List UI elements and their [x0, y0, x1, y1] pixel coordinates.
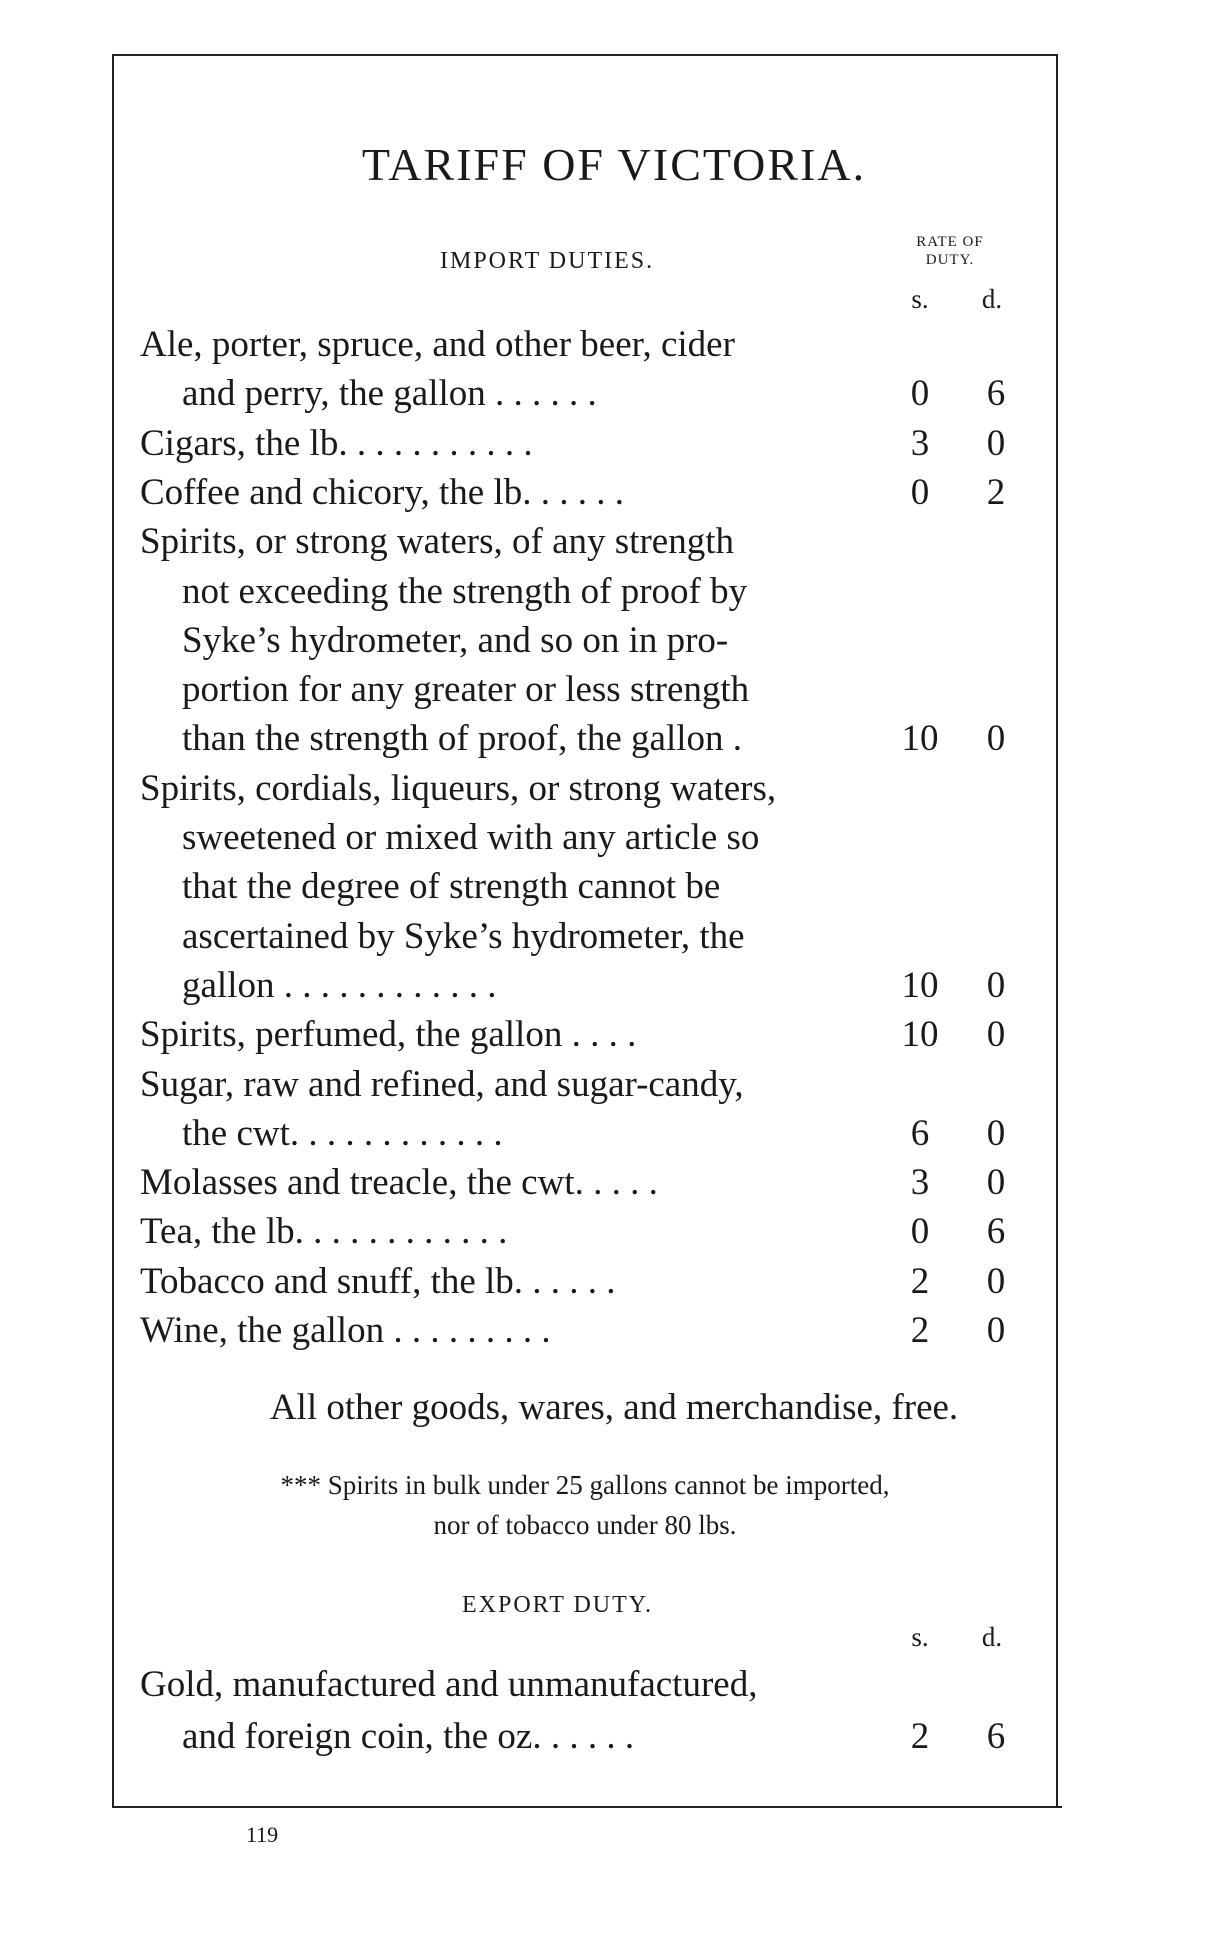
import-rate-pence: 0 — [986, 1260, 1006, 1302]
import-rate-pence: 0 — [986, 718, 1006, 760]
import-rate-shillings: 10 — [901, 718, 939, 760]
import-rate-shillings: 0 — [910, 1211, 930, 1253]
unit-shillings: s. — [911, 284, 929, 314]
import-rate-pence: 0 — [986, 964, 1006, 1006]
export-duty-heading: EXPORT DUTY. — [462, 1592, 654, 1618]
import-line-text: Spirits, or strong waters, of any strength — [140, 521, 734, 563]
bulk-note-line1: *** Spirits in bulk under 25 gallons cannot be imported, — [280, 1470, 890, 1500]
import-rate-shillings: 3 — [910, 422, 930, 464]
import-line-text: and perry, the gallon . . . . . . — [182, 373, 597, 415]
import-line-text: not exceeding the strength of proof by — [182, 570, 748, 612]
import-duties-heading: IMPORT DUTIES. — [440, 248, 655, 274]
export-unit-pence: d. — [981, 1622, 1003, 1652]
import-line-text: Spirits, cordials, liqueurs, or strong waters, — [140, 767, 777, 809]
import-line-text: Molasses and treacle, the cwt. . . . . — [140, 1162, 658, 1204]
import-rate-shillings: 3 — [910, 1162, 930, 1204]
import-line-text: Ale, porter, spruce, and other beer, cider — [140, 324, 735, 365]
import-rate-pence: 6 — [986, 1211, 1006, 1253]
import-rate-pence: 6 — [986, 373, 1006, 415]
import-line-text: the cwt. . . . . . . . . . . . — [182, 1112, 503, 1154]
import-line-text: Coffee and chicory, the lb. . . . . . — [140, 471, 624, 513]
import-rate-pence: 2 — [986, 471, 1006, 513]
export-line-text: and foreign coin, the oz. . . . . . — [182, 1716, 635, 1757]
import-rate-pence: 0 — [986, 1310, 1006, 1351]
export-unit-shillings: s. — [911, 1622, 929, 1652]
import-line-text: Wine, the gallon . . . . . . . . . — [140, 1310, 551, 1351]
import-line-text: Syke’s hydrometer, and so on in pro- — [182, 619, 729, 661]
import-line-text: Tea, the lb. . . . . . . . . . . . — [140, 1211, 508, 1253]
page-number: 119 — [246, 1822, 279, 1847]
import-line-text: sweetened or mixed with any article so — [182, 817, 760, 858]
import-line-text: Tobacco and snuff, the lb. . . . . . — [140, 1260, 616, 1302]
unit-pence: d. — [981, 284, 1003, 314]
import-rate-pence: 0 — [986, 1014, 1006, 1056]
import-rate-shillings: 10 — [901, 1014, 939, 1056]
rate-heading-line2: DUTY. — [925, 252, 975, 268]
import-line-text: Cigars, the lb. . . . . . . . . . . — [140, 422, 533, 464]
import-line-text: than the strength of proof, the gallon . — [182, 718, 743, 760]
import-line-text: gallon . . . . . . . . . . . . — [182, 964, 497, 1006]
import-rate-pence: 0 — [986, 1162, 1006, 1204]
import-rate-shillings: 6 — [910, 1112, 930, 1154]
bulk-note-line2: nor of tobacco under 80 lbs. — [433, 1510, 737, 1540]
import-line-text: ascertained by Syke’s hydrometer, the — [182, 915, 745, 957]
rate-heading-line1: RATE OF — [916, 234, 984, 250]
import-rate-shillings: 10 — [901, 964, 939, 1006]
import-line-text: Spirits, perfumed, the gallon . . . . — [140, 1014, 637, 1056]
import-rate-pence: 0 — [986, 1112, 1006, 1154]
import-rate-shillings: 0 — [910, 471, 930, 513]
import-line-text: that the degree of strength cannot be — [182, 866, 721, 908]
import-rate-shillings: 2 — [910, 1260, 930, 1302]
import-rate-shillings: 0 — [910, 373, 930, 415]
import-line-text: Sugar, raw and refined, and sugar-candy, — [140, 1063, 744, 1105]
import-rate-pence: 0 — [986, 422, 1006, 464]
export-rate-pence: 6 — [986, 1716, 1006, 1757]
import-line-text: portion for any greater or less strength — [182, 669, 750, 711]
free-goods-note: All other goods, wares, and merchandise, free. — [269, 1387, 959, 1428]
export-line-text: Gold, manufactured and unmanufactured, — [140, 1664, 758, 1705]
import-rate-shillings: 2 — [910, 1310, 930, 1351]
page-title: TARIFF OF VICTORIA. — [361, 139, 867, 190]
export-rate-shillings: 2 — [910, 1716, 930, 1757]
